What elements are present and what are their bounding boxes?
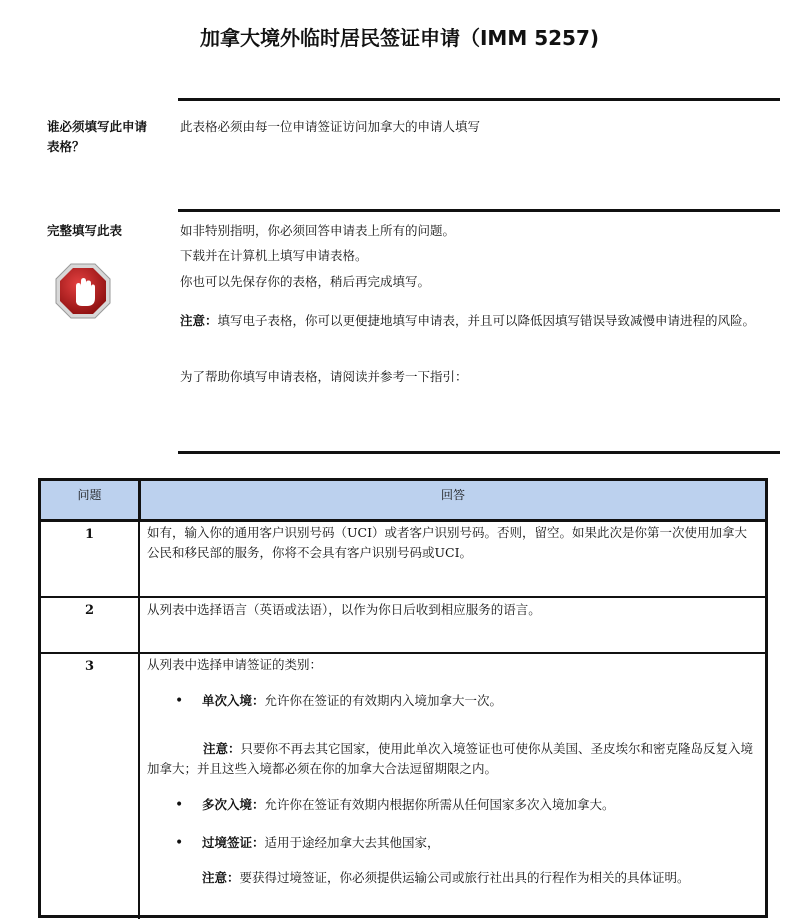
- row-number: 3: [84, 659, 95, 674]
- item-text: 要获得过境签证，你必须提供运输公司或旅行社出具的行程作为相关的具体证明。: [239, 870, 690, 885]
- item-text: 允许你在签证有效期内根据你所需从任何国家多次入境加拿大。: [264, 797, 615, 812]
- complete-label: 完整填写此表: [47, 223, 123, 238]
- row-divider: [41, 596, 765, 598]
- header-answer: 回答: [440, 488, 465, 502]
- list-item: [202, 833, 762, 853]
- item-text: 适用于途经加拿大去其他国家，: [264, 835, 440, 850]
- item-label: 单次入境：: [202, 693, 265, 708]
- instruction-line: 你也可以先保存你的表格，稍后再完成填写。: [180, 274, 431, 289]
- who-text: 此表格必须由每一位申请签证访问加拿大的申请人填写: [180, 119, 481, 134]
- bullet-icon: •: [175, 693, 184, 709]
- guide-text: 为了帮助你填写申请表格，请阅读并参考一下指引：: [180, 369, 468, 384]
- page-title: 加拿大境外临时居民签证申请（IMM 5257): [199, 26, 599, 50]
- item-text: 只要你不再去其它国家，使用此单次入境签证也可使你从美国、圣皮埃尔和密克隆岛反复入境加拿大；并且这些入境都必须在你的加拿大合法逗留期限之内。: [147, 741, 754, 776]
- item-label: 注意：: [203, 741, 241, 756]
- instruction-line: 如非特别指明，你必须回答申请表上所有的问题。: [180, 223, 456, 238]
- section-divider: [178, 98, 780, 101]
- list-item: [202, 691, 762, 711]
- row-divider: [41, 652, 765, 654]
- note-paragraph: [180, 311, 770, 331]
- note-label: 注意：: [180, 313, 218, 328]
- who-label: 谁必须填写此申请表格？: [47, 119, 148, 154]
- list-item: [202, 795, 762, 815]
- bullet-icon: •: [175, 797, 184, 813]
- row-answer-intro: 从列表中选择申请签证的类别：: [147, 657, 323, 672]
- row-number: 1: [84, 527, 95, 542]
- item-text: 允许你在签证的有效期内入境加拿大一次。: [264, 693, 503, 708]
- instruction-line: 下载并在计算机上填写申请表格。: [180, 248, 368, 263]
- list-item: [202, 868, 762, 888]
- header-question: 问题: [77, 488, 102, 502]
- row-number: 2: [84, 603, 95, 618]
- item-label: 过境签证：: [202, 835, 265, 850]
- item-label: 注意：: [202, 870, 240, 885]
- qa-table: [38, 478, 768, 918]
- bullet-icon: •: [175, 835, 184, 851]
- list-item: [147, 739, 759, 779]
- table-header: [41, 481, 765, 522]
- section-divider: [178, 451, 780, 454]
- section-divider: [178, 209, 780, 212]
- row-answer: 从列表中选择语言（英语或法语），以作为你日后收到相应服务的语言。: [147, 602, 541, 617]
- row-answer: 如有，输入你的通用客户识别号码（UCI）或者客户识别号码。否则，留空。如果此次是你第一次使用加拿大公民和移民部的服务，你将不会具有客户识别号码或UCI。: [147, 525, 748, 560]
- column-divider: [138, 519, 140, 919]
- item-label: 多次入境：: [202, 797, 265, 812]
- note-text: 填写电子表格，你可以更便捷地填写申请表，并且可以降低因填写错误导致减慢申请进程的风险。: [217, 313, 756, 328]
- stop-hand-icon: [54, 262, 112, 320]
